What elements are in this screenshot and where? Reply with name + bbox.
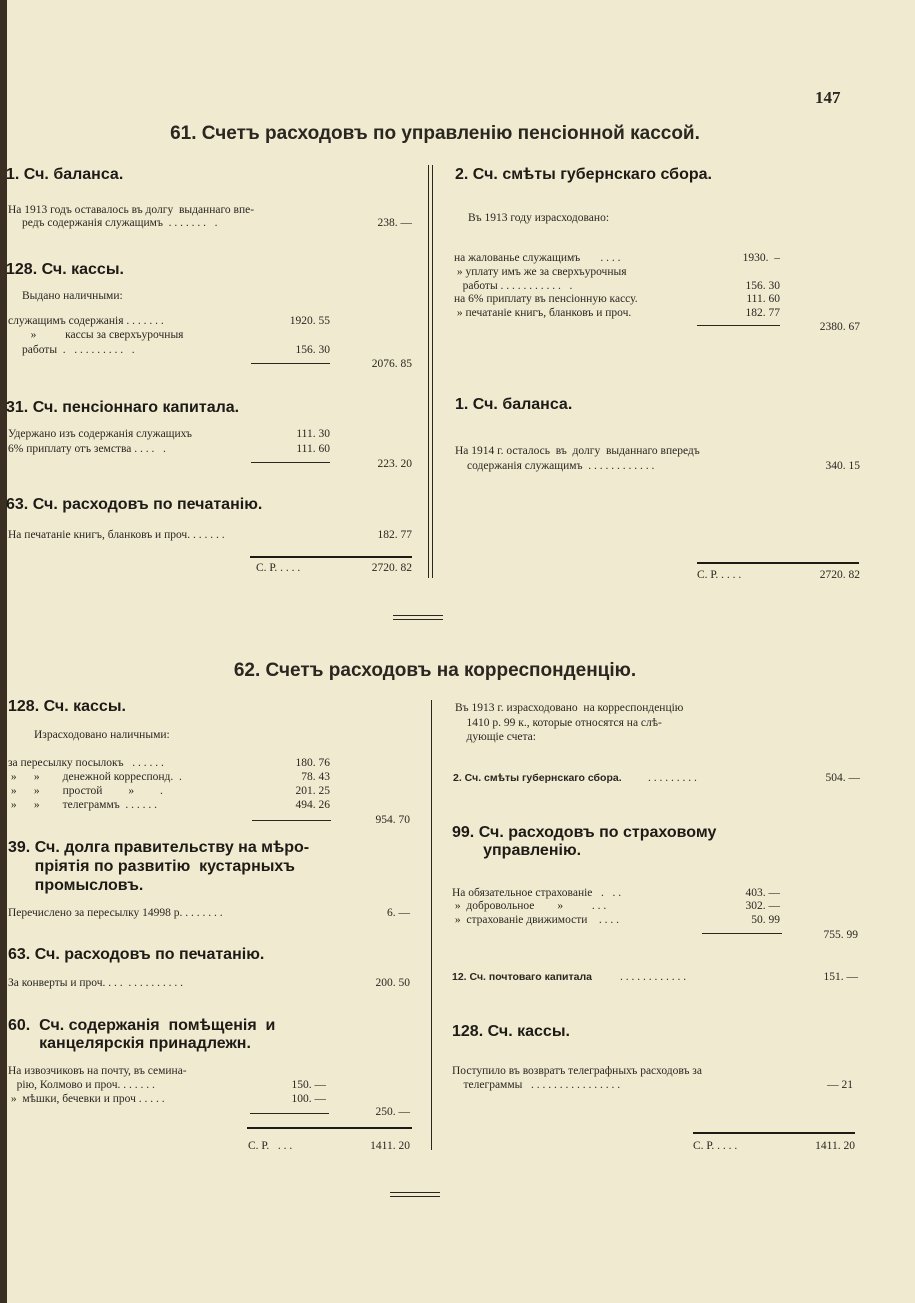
- entry-text: Перечислено за пересылку 14998 р. . . . . . . .: [8, 907, 223, 919]
- entry-text: за пересылку посылокъ . . . . . .: [8, 757, 164, 769]
- entry-text: На извозчиковъ на почту, въ семина-: [8, 1065, 187, 1077]
- leader-dots: . . . . . . . . .: [648, 772, 697, 784]
- sum-rule: [697, 562, 859, 564]
- sum-rule: [247, 1127, 412, 1129]
- section-separator: [393, 615, 443, 616]
- sum-label: С. Р. . . .: [248, 1140, 293, 1152]
- amount: 100. —: [291, 1093, 326, 1105]
- column-divider: [431, 700, 432, 1150]
- total: 223. 20: [377, 458, 412, 470]
- amount: 6. —: [387, 907, 410, 919]
- amount: 403. —: [745, 887, 780, 899]
- sum-label: С. Р. . . . .: [693, 1140, 738, 1152]
- entry-text: работы . . . . . . . . . . . .: [454, 280, 573, 292]
- page-binding-edge: [0, 0, 7, 1303]
- entry-text: 1410 р. 99 к., которые относятся на слѣ-: [455, 717, 662, 729]
- entry-text: На 1913 годъ оставалось въ долгу выданнаго впе-: [8, 204, 255, 216]
- amount: 1920. 55: [289, 315, 330, 327]
- entry-text: Поступило въ возвратъ телеграфныхъ расходовъ за: [452, 1065, 702, 1077]
- entry-text: На печатаніе книгъ, бланковъ и проч. . . . . . .: [8, 529, 225, 541]
- column-divider: [432, 165, 433, 578]
- amount: 111. 60: [296, 443, 330, 455]
- total: 250. —: [375, 1106, 410, 1118]
- section-separator: [390, 1196, 440, 1197]
- entry-text: работы . . . . . . . . . . .: [22, 344, 135, 356]
- entry-text: » уплату имъ же за сверхъурочныя: [454, 266, 627, 278]
- account-heading: 1. Сч. баланса.: [455, 396, 573, 413]
- total: 2380. 67: [819, 321, 860, 333]
- column-divider: [428, 165, 429, 578]
- account-reference: 2. Сч. смѣты губернскаго сбора.: [453, 772, 622, 784]
- amount: 156. 30: [745, 280, 780, 292]
- subtotal-rule: [251, 363, 330, 364]
- amount: 111. 60: [746, 293, 780, 305]
- entry-text: Израсходовано наличными:: [34, 729, 170, 741]
- entry-text: редъ содержанія служащимъ . . . . . . . .: [22, 217, 218, 229]
- sum-rule: [250, 556, 412, 558]
- entry-text: » кассы за сверхъурочныя: [22, 329, 184, 341]
- account-heading: 60. Сч. содержанія помѣщенія и: [8, 1017, 276, 1034]
- account-heading: 31. Сч. пенсіоннаго капитала.: [6, 399, 240, 416]
- sum-total: 2720. 82: [819, 569, 860, 581]
- subtotal-rule: [697, 325, 780, 326]
- entry-text: За конверты и проч. . . . . . . . . . . . . .: [8, 977, 184, 989]
- account-heading: 39. Сч. долга правительству на мѣро-: [8, 839, 310, 856]
- entry-text: » печатаніе книгъ, бланковъ и проч.: [454, 307, 632, 319]
- amount: 494. 26: [295, 799, 330, 811]
- entry-text: Въ 1913 г. израсходовано на корреспонденцію: [455, 702, 684, 714]
- account-heading: 99. Сч. расходовъ по страховому: [452, 824, 717, 841]
- entry-text: служащимъ содержанія . . . . . . .: [8, 315, 164, 327]
- entry-text: На обязательное страхованіе . . .: [452, 887, 622, 899]
- total: 755. 99: [823, 929, 858, 941]
- entry-text: » » простой » .: [8, 785, 163, 797]
- amount: 50. 99: [751, 914, 780, 926]
- amount: 504. —: [825, 772, 860, 784]
- amount: 180. 76: [295, 757, 330, 769]
- amount: 238. —: [377, 217, 412, 229]
- entry-text: » страхованіе движимости . . . .: [452, 914, 620, 926]
- leader-dots: . . . . . . . . . . . .: [620, 971, 687, 983]
- amount: 302. —: [745, 900, 780, 912]
- entry-text: Удержано изъ содержанія служащихъ: [8, 428, 192, 440]
- account-heading: пріятія по развитію кустарныхъ: [8, 858, 295, 875]
- total: 954. 70: [375, 814, 410, 826]
- amount: 201. 25: [295, 785, 330, 797]
- entry-text: на жалованье служащимъ . . . .: [454, 252, 621, 264]
- section-separator: [393, 619, 443, 620]
- account-heading: 2. Сч. смѣты губернскаго сбора.: [455, 166, 712, 183]
- amount: 150. —: [291, 1079, 326, 1091]
- account-reference: 12. Сч. почтоваго капитала: [452, 971, 593, 983]
- subtotal-rule: [251, 462, 330, 463]
- page-number: 147: [815, 88, 841, 107]
- entry-text: рію, Колмово и проч. . . . . . .: [8, 1079, 155, 1091]
- entry-text: телеграммы . . . . . . . . . . . . . . . .: [452, 1079, 621, 1091]
- entry-text: Выдано наличными:: [22, 290, 123, 302]
- account-heading: 128. Сч. кассы.: [452, 1023, 570, 1040]
- section-61-title: 61. Счетъ расходовъ по управленію пенсіонной кассой.: [170, 123, 700, 144]
- entry-text: » добровольное » . . .: [452, 900, 607, 912]
- amount: 151. —: [823, 971, 858, 983]
- amount: 111. 30: [296, 428, 330, 440]
- sum-total: 1411. 20: [815, 1140, 855, 1152]
- entry-text: » мѣшки, бечевки и проч . . . . .: [8, 1093, 165, 1105]
- amount: 200. 50: [375, 977, 410, 989]
- entry-text: На 1914 г. осталось въ долгу выданнаго впередъ: [455, 445, 700, 457]
- sum-total: 2720. 82: [371, 562, 412, 574]
- sum-rule: [693, 1132, 855, 1134]
- amount: 1930. –: [742, 252, 780, 264]
- entry-text: 6% приплату отъ земства . . . . .: [8, 443, 166, 455]
- sum-label: С. Р. . . . .: [256, 562, 301, 574]
- amount: 156. 30: [295, 344, 330, 356]
- amount: 182. 77: [377, 529, 412, 541]
- entry-text: » » телеграммъ . . . . . .: [8, 799, 158, 811]
- sum-total: 1411. 20: [370, 1140, 410, 1152]
- account-heading: 128. Сч. кассы.: [8, 698, 126, 715]
- account-heading: управленію.: [452, 842, 582, 859]
- amount: 182. 77: [745, 307, 780, 319]
- account-heading: 128. Сч. кассы.: [6, 261, 124, 278]
- entry-text: » » денежной корреспонд. .: [8, 771, 182, 783]
- total: 2076. 85: [371, 358, 412, 370]
- account-heading: 63. Сч. расходовъ по печатанію.: [6, 496, 263, 513]
- amount: 78. 43: [301, 771, 330, 783]
- section-62-title: 62. Счетъ расходовъ на корреспонденцію.: [233, 660, 637, 681]
- entry-text: Въ 1913 году израсходовано:: [468, 212, 610, 224]
- entry-text: содержанія служащимъ . . . . . . . . . . . .: [467, 460, 655, 472]
- entry-text: дующіе счета:: [455, 731, 536, 743]
- account-heading: 1. Сч. баланса.: [6, 166, 124, 183]
- entry-text: на 6% приплату въ пенсіонную кассу.: [454, 293, 638, 305]
- sum-label: С. Р. . . . .: [697, 569, 742, 581]
- amount: 340. 15: [825, 460, 860, 472]
- subtotal-rule: [250, 1113, 329, 1114]
- account-heading: промысловъ.: [8, 877, 144, 894]
- account-heading: канцелярскія принадлежн.: [8, 1035, 251, 1052]
- account-heading: 63. Сч. расходовъ по печатанію.: [8, 946, 265, 963]
- amount: — 21: [827, 1079, 853, 1091]
- section-separator: [390, 1192, 440, 1193]
